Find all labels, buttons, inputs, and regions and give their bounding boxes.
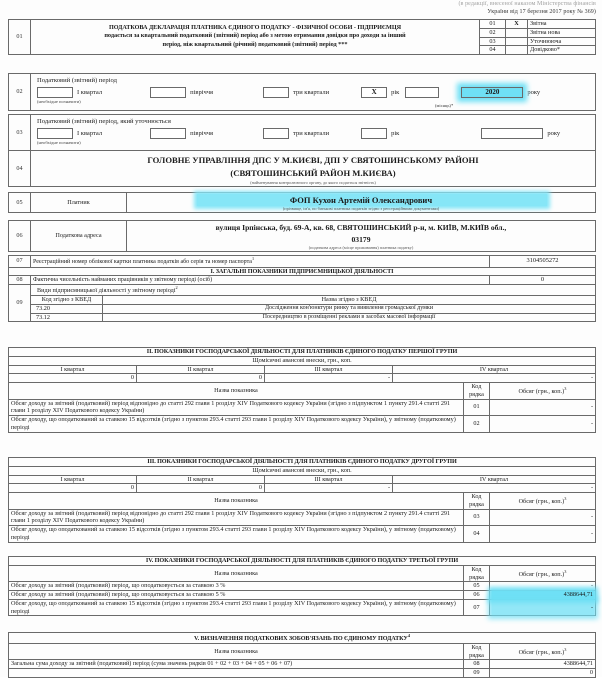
- block-05-taxpayer: [8, 192, 596, 213]
- declaration-subtitle-line1: подається за квартальний податковий (звітний) період або з метою отримання довідки про доходи за інший: [104, 32, 406, 40]
- s2-quarter-3-header: III квартал: [265, 365, 393, 374]
- employees-count-value[interactable]: 0: [490, 276, 596, 285]
- section-3-title: III. ПОКАЗНИКИ ГОСПОДАРСЬКОЇ ДІЯЛЬНОСТІ ДЛЯ ПЛАТНИКІВ ЄДИНОГО ПОДАТКУ ДРУГОЇ ГРУПИ: [9, 458, 596, 467]
- taxpayer-label: Платник: [31, 193, 127, 213]
- taxpayer-name: ФОП Кухон Артемій Олександрович: [289, 195, 433, 205]
- block-03-clarified-period: [8, 114, 596, 151]
- kved-name-2: Посередництво в розміщенні реклами в засобах масової інформації: [103, 313, 596, 322]
- s3-quarter-2-header: II квартал: [137, 475, 265, 484]
- period-note: (необхідне позначити): [37, 99, 81, 105]
- period-checkbox-year[interactable]: X: [361, 87, 387, 98]
- block-06-row-number: 06: [9, 221, 31, 252]
- s5-col-amount-sup: 3: [564, 646, 567, 652]
- s4-col-amount-sup: 3: [564, 568, 567, 574]
- activities-label: [31, 285, 596, 296]
- s2-quarter-2-value[interactable]: 0: [137, 374, 265, 383]
- s5-row-09-code: 09: [463, 669, 489, 678]
- block-05-row-number: 05: [9, 193, 31, 213]
- row-08-number: 08: [9, 276, 31, 285]
- s2-row-02-amount[interactable]: -: [489, 416, 595, 433]
- section-3-advance-header: Щомісячні авансові внески, грн., коп.: [9, 466, 596, 475]
- block-02-reporting-period: [8, 73, 596, 111]
- section-5-title-text: V. ВИЗНАЧЕННЯ ПОДАТКОВИХ ЗОБОВ'ЯЗАНЬ ПО ЄДИНОМУ ПОДАТКУ: [194, 635, 408, 643]
- declaration-subtitle-line2: період, ніж квартальний (річний) податковий (звітний) період ***: [162, 40, 348, 48]
- section-3-group-2: [8, 457, 596, 543]
- s5-row-09-amount[interactable]: 0: [489, 669, 595, 678]
- clarified-label-3quarters: три квартали: [293, 129, 330, 137]
- period-checkbox-halfyear[interactable]: [150, 87, 186, 98]
- s4-row-06-text: Обсяг доходу за звітний (податковий) період, що оподатковується за ставкою 5 %: [9, 591, 464, 600]
- s3-quarter-3-header: III квартал: [265, 475, 393, 484]
- employees-count-label: Фактична чисельність найманих працівників у звітному періоді (осіб): [31, 276, 490, 285]
- s2-col-code-l2: рядка: [469, 390, 484, 398]
- kved-code-2: 73.12: [31, 313, 103, 322]
- clarified-checkbox-halfyear[interactable]: [150, 128, 186, 139]
- clarified-year-suffix: року: [547, 129, 561, 137]
- s3-col-amount-sup: 3: [564, 495, 567, 501]
- type-checkbox-zvitna[interactable]: X: [506, 20, 528, 29]
- s3-row-03: [9, 509, 596, 526]
- s3-row-04-text: Обсяг доходу, що оподаткований за ставкою 15 відсотків (згідно з пунктом 293.4 статті 293 глави 1 розділу XIV Податкового кодексу України), у звітному (податковому) періоді: [9, 526, 464, 543]
- block-02-row-number: 02: [9, 74, 31, 111]
- period-label-year: рік: [391, 88, 400, 96]
- tax-authority-line2: (СВЯТОШИНСЬКИЙ РАЙОН М.КИЄВА): [230, 168, 396, 179]
- s5-row-09: [9, 669, 596, 678]
- s2-row-02-text: Обсяг доходу, що оподаткований за ставкою 15 відсотків (згідно з пунктом 293.4 статті 293 глави 1 розділу XIV Податкового кодексу України), у звітному (податковому) періоді: [9, 416, 464, 433]
- legal-reference-line2: України від 17 березня 2017 року № 369): [487, 9, 596, 16]
- s5-row-09-text: [9, 669, 464, 678]
- s2-quarter-1-header: I квартал: [9, 365, 137, 374]
- tax-authority-caption: (найменування контролюючого органу, до якого подається звітність): [250, 180, 376, 186]
- s4-row-07: [9, 599, 596, 616]
- s2-col-amount-sup: 3: [564, 385, 567, 391]
- s4-row-07-highlight: [492, 600, 594, 616]
- clarified-period-note: (необхідне позначити): [37, 140, 81, 146]
- s3-row-04: [9, 526, 596, 543]
- activities-label-text: Види підприємницької діяльності у звітному періоді: [37, 287, 176, 295]
- s3-quarter-4-value[interactable]: -: [393, 484, 596, 493]
- tax-address-caption: (податкова адреса (місце проживання) платника податку): [308, 245, 414, 250]
- s4-col-code: [463, 565, 489, 582]
- s2-row-01-code: 01: [463, 399, 489, 416]
- s5-col-code-l2: рядка: [469, 651, 484, 659]
- s5-col-name: Назва показника: [9, 643, 464, 660]
- taxpayer-caption: (прізвище, ім'я, по батькові платника податків згідно з реєстраційними документами): [282, 205, 440, 211]
- s2-row-02: [9, 416, 596, 433]
- clarified-label-halfyear: півріччя: [190, 129, 214, 137]
- s3-row-03-amount[interactable]: -: [490, 509, 596, 526]
- section-5-tax-liabilities: [8, 632, 596, 678]
- section-4-group-3: [8, 556, 596, 616]
- s2-row-01-amount[interactable]: -: [489, 399, 595, 416]
- s4-col-code-l1: Код: [471, 565, 482, 573]
- section-2-title: II. ПОКАЗНИКИ ГОСПОДАРСЬКОЇ ДІЯЛЬНОСТІ ДЛЯ ПЛАТНИКІВ ЄДИНОГО ПОДАТКУ ПЕРШОЇ ГРУПИ: [9, 348, 596, 357]
- activities-label-sup: 2: [175, 285, 178, 291]
- taxpayer-value-cell[interactable]: [127, 193, 596, 213]
- type-checkbox-dovidkovo[interactable]: [506, 46, 528, 55]
- s4-row-07-code: 07: [463, 599, 489, 616]
- s3-col-code: [464, 493, 490, 510]
- tax-address-line2: 03179: [351, 235, 371, 244]
- tax-authority-line1: ГОЛОВНЕ УПРАВЛІННЯ ДПС У М.КИЄВІ, ДПІ У СВЯТОШИНСЬКОМУ РАЙОНІ: [147, 155, 479, 165]
- s4-col-amount-text: Обсяг (грн., коп.): [518, 570, 565, 578]
- s4-row-05: [9, 582, 596, 591]
- s4-row-07-amount-cell[interactable]: [489, 599, 595, 616]
- block-02-content: [31, 74, 596, 111]
- s4-col-amount: [489, 565, 595, 582]
- s5-row-08-amount[interactable]: 4388644,71: [489, 660, 595, 669]
- section-2-group-1: [8, 347, 596, 433]
- type-label-utochnyuyucha: Уточнююча: [528, 37, 596, 46]
- legal-reference-line1: (в редакції, внесеної наказом Міністерства фінансів: [458, 1, 596, 7]
- block-07-row-number: 07: [9, 256, 31, 268]
- type-label-dovidkovo: Довідково*: [528, 46, 596, 55]
- clarified-label-year: рік: [391, 129, 400, 137]
- section-5-title-sup: 4: [407, 633, 410, 638]
- registration-number-value[interactable]: 3104505272: [490, 256, 596, 268]
- s3-row-04-amount[interactable]: -: [490, 526, 596, 543]
- s3-row-03-code: 03: [464, 509, 490, 526]
- period-checkbox-3quarters[interactable]: [263, 87, 289, 98]
- section-4-title: IV. ПОКАЗНИКИ ГОСПОДАРСЬКОЇ ДІЯЛЬНОСТІ ДЛЯ ПЛАТНИКІВ ЄДИНОГО ПОДАТКУ ТРЕТЬОЇ ГРУПИ: [9, 557, 596, 566]
- period-year-group: [461, 87, 523, 98]
- clarified-year-input[interactable]: [481, 128, 543, 139]
- s3-quarter-1-header: I квартал: [9, 475, 137, 484]
- period-label-halfyear: півріччя: [190, 88, 214, 96]
- s5-row-08-code: 08: [463, 660, 489, 669]
- s4-row-06-amount-cell[interactable]: [489, 591, 595, 600]
- tax-address-value-cell[interactable]: [127, 221, 596, 252]
- kved-col-code: Код згідно з КВЕД: [31, 296, 103, 305]
- kved-row-1: [9, 304, 596, 313]
- s3-quarter-1-value[interactable]: 0: [9, 484, 137, 493]
- s3-row-04-code: 04: [464, 526, 490, 543]
- period-label-3quarters: три квартали: [293, 88, 330, 96]
- s4-row-07-amount: -: [590, 603, 593, 611]
- s4-col-code-l2: рядка: [469, 573, 484, 581]
- s4-row-05-amount[interactable]: -: [489, 582, 595, 591]
- s5-row-08: [9, 660, 596, 669]
- section-2-advance-header: Щомісячні авансові внески, грн., коп.: [9, 356, 596, 365]
- s5-col-amount-text: Обсяг (грн., коп.): [518, 648, 565, 656]
- type-code-03: 03: [480, 37, 506, 46]
- s4-row-05-code: 05: [463, 582, 489, 591]
- section-1-title: I. ЗАГАЛЬНІ ПОКАЗНИКИ ПІДПРИЄМНИЦЬКОЇ ДІЯЛЬНОСТІ: [9, 267, 596, 276]
- s2-quarter-4-value[interactable]: -: [393, 374, 596, 383]
- s3-quarter-3-value[interactable]: -: [265, 484, 393, 493]
- s2-quarter-1-value[interactable]: 0: [9, 374, 137, 383]
- type-code-02: 02: [480, 28, 506, 37]
- block-03-row-number: 03: [9, 115, 31, 151]
- type-checkbox-utochnyuyucha[interactable]: [506, 37, 528, 46]
- declaration-title: ПОДАТКОВА ДЕКЛАРАЦІЯ ПЛАТНИКА ЄДИНОГО ПОДАТКУ - ФІЗИЧНОЇ ОСОБИ - ПІДПРИЄМЦЯ: [108, 24, 402, 32]
- tax-address-label: Податкова адреса: [31, 221, 127, 252]
- s3-col-amount: [490, 493, 596, 510]
- period-label-q1: I квартал: [77, 88, 103, 96]
- s4-col-name: Назва показника: [9, 565, 464, 582]
- s4-row-06-code: 06: [463, 591, 489, 600]
- s2-quarter-4-header: IV квартал: [393, 365, 596, 374]
- clarified-label-q1: I квартал: [77, 129, 103, 137]
- s2-row-01: [9, 399, 596, 416]
- kved-name-1: Дослідження кон'юнктури ринку та виявлення громадської думки: [103, 304, 596, 313]
- s3-col-code-l1: Код: [471, 493, 482, 500]
- period-title: Податковий (звітний) період: [37, 77, 117, 84]
- s4-row-06-amount: 4388644,71: [563, 591, 593, 598]
- block-01-row-number: 01: [9, 20, 31, 55]
- registration-number-label-text: Реєстраційний номер облікової картки платника податків або серія та номер паспорта: [33, 259, 252, 265]
- legal-reference: [366, 0, 596, 16]
- block-04-tax-authority: [8, 150, 596, 187]
- registration-number-label: [31, 256, 490, 268]
- clarified-checkbox-3quarters[interactable]: [263, 128, 289, 139]
- type-code-04: 04: [480, 46, 506, 55]
- period-month-note: (місяць)*: [435, 103, 454, 108]
- period-month-input[interactable]: [405, 87, 439, 98]
- s5-col-code: [463, 643, 489, 660]
- tax-address-line1: вулиця Ірпінська, буд. 69-А, кв. 68, СВЯТОШИНСЬКИЙ р-н, м. КИЇВ, М.КИЇВ обл.,: [215, 223, 507, 232]
- type-label-zvitna-nova: Звітна нова: [528, 28, 596, 37]
- type-label-zvitna: Звітна: [528, 20, 596, 29]
- kved-row-2: [9, 313, 596, 322]
- s2-quarter-2-header: II квартал: [137, 365, 265, 374]
- s2-row-02-code: 02: [463, 416, 489, 433]
- s3-col-code-l2: рядка: [469, 500, 484, 508]
- s4-row-07-text: Обсяг доходу, що оподаткований за ставкою 15 відсотків (згідно з пунктом 293.4 статті 293 глави 1 розділу XIV Податкового кодексу України), у звітному (податковому) періоді: [9, 599, 464, 616]
- period-checkbox-q1[interactable]: [37, 87, 73, 98]
- type-code-01: 01: [480, 20, 506, 29]
- s2-col-amount-text: Обсяг (грн., коп.): [518, 387, 565, 395]
- block-07-section-1: [8, 255, 596, 322]
- clarified-checkbox-year[interactable]: [361, 128, 387, 139]
- clarified-checkbox-q1[interactable]: [37, 128, 73, 139]
- s2-quarter-3-value[interactable]: -: [265, 374, 393, 383]
- block-03-content: [31, 115, 596, 151]
- s3-col-amount-text: Обсяг (грн., коп.): [518, 497, 565, 505]
- period-year-input[interactable]: 2020: [461, 87, 523, 98]
- s3-col-name: Назва показника: [9, 493, 464, 510]
- clarified-period-title: Податковий (звітний) період, який уточнюється: [37, 118, 171, 125]
- period-year-suffix: року: [527, 88, 541, 96]
- section-5-title: [9, 633, 596, 644]
- kved-col-name: Назва згідно з КВЕД: [103, 296, 596, 305]
- s2-col-amount: [489, 383, 595, 400]
- s5-col-amount: [489, 643, 595, 660]
- s2-col-code-l1: Код: [471, 383, 482, 390]
- type-checkbox-zvitna-nova[interactable]: [506, 28, 528, 37]
- s4-row-06: [9, 591, 596, 600]
- block-04-row-number: 04: [9, 151, 31, 187]
- declaration-title-cell: [31, 20, 480, 55]
- s3-quarter-4-header: IV квартал: [393, 475, 596, 484]
- s3-row-03-text: Обсяг доходу за звітний (податковий) період відповідно до статті 292 глави 1 розділу XIV Податкового кодексу України (згідно з підпунктом 2 пункту 291.4 статті 291 глави 1 розділу XIV Податкового кодексу України): [9, 509, 464, 526]
- block-01-declaration-type: [8, 19, 596, 55]
- s3-quarter-2-value[interactable]: 0: [137, 484, 265, 493]
- s5-row-08-text: Загальна сума доходу за звітний (податковий) період (сума значень рядків 01 + 02 + 03 + 04 + 05 + 06 + 07): [9, 660, 464, 669]
- s5-col-code-l1: Код: [471, 643, 482, 651]
- block-06-tax-address: [8, 220, 596, 252]
- s2-row-01-text: Обсяг доходу за звітний (податковий) період відповідно до статті 292 глави 1 розділу XIV Податкового кодексу України (згідно з підпунктом 1 пункту 291.4 статті 291 глави 1 розділу XIV Податкового кодексу України): [9, 399, 464, 416]
- registration-number-sup: 1: [251, 256, 255, 261]
- s2-col-code: [463, 383, 489, 400]
- kved-code-1: 73.20: [31, 304, 103, 313]
- tax-authority-cell: [31, 151, 596, 187]
- s2-col-name: Назва показника: [9, 383, 464, 400]
- row-09-number: 09: [9, 285, 31, 322]
- s4-row-05-text: Обсяг доходу за звітний (податковий) період, що оподатковується за ставкою 3 %: [9, 582, 464, 591]
